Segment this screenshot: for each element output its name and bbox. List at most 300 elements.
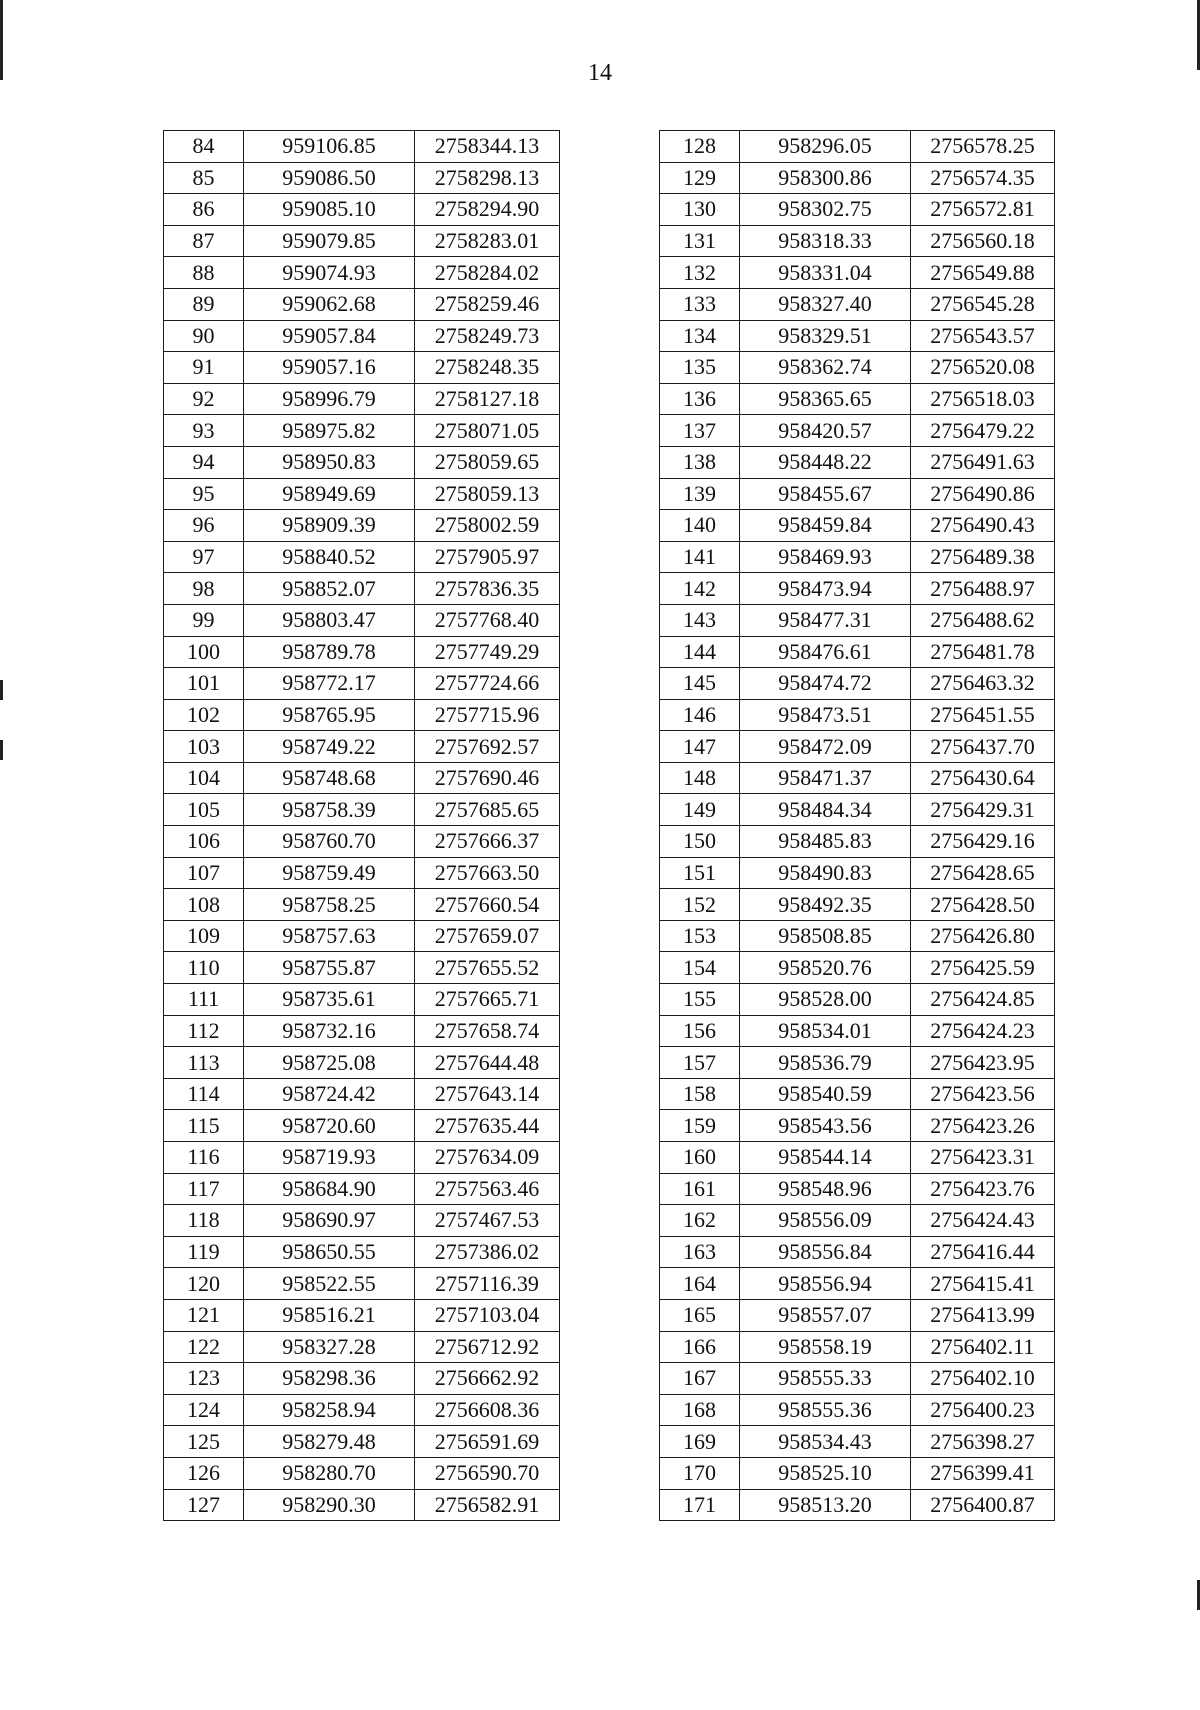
point-number-cell: 163 — [660, 1236, 740, 1268]
table-row — [164, 131, 560, 163]
coordinate-table-body — [660, 131, 1055, 1521]
table-row — [164, 478, 560, 510]
y-coordinate-cell: 2756488.62 — [911, 604, 1055, 636]
point-number-cell: 128 — [660, 131, 740, 163]
x-coordinate-cell: 958755.87 — [244, 952, 415, 984]
x-coordinate-cell: 958513.20 — [740, 1489, 911, 1521]
table-row — [164, 636, 560, 668]
x-coordinate-cell: 958556.09 — [740, 1205, 911, 1237]
x-coordinate-cell: 958469.93 — [740, 541, 911, 573]
y-coordinate-cell: 2757644.48 — [415, 1047, 560, 1079]
y-coordinate-cell: 2756400.87 — [911, 1489, 1055, 1521]
table-row — [164, 1426, 560, 1458]
table-row — [164, 162, 560, 194]
point-number-cell: 118 — [164, 1205, 244, 1237]
x-coordinate-cell: 958772.17 — [244, 668, 415, 700]
point-number-cell: 141 — [660, 541, 740, 573]
table-row — [660, 762, 1055, 794]
point-number-cell: 169 — [660, 1426, 740, 1458]
x-coordinate-cell: 958758.25 — [244, 889, 415, 921]
y-coordinate-cell: 2756428.50 — [911, 889, 1055, 921]
point-number-cell: 137 — [660, 415, 740, 447]
table-row — [660, 510, 1055, 542]
y-coordinate-cell: 2758298.13 — [415, 162, 560, 194]
point-number-cell: 154 — [660, 952, 740, 984]
y-coordinate-cell: 2757659.07 — [415, 920, 560, 952]
x-coordinate-cell: 958327.40 — [740, 288, 911, 320]
point-number-cell: 161 — [660, 1173, 740, 1205]
y-coordinate-cell: 2758248.35 — [415, 352, 560, 384]
y-coordinate-cell: 2758059.65 — [415, 446, 560, 478]
point-number-cell: 151 — [660, 857, 740, 889]
table-row — [164, 352, 560, 384]
x-coordinate-cell: 958558.19 — [740, 1331, 911, 1363]
x-coordinate-cell: 958520.76 — [740, 952, 911, 984]
table-row — [660, 162, 1055, 194]
x-coordinate-cell: 958735.61 — [244, 984, 415, 1016]
table-row — [660, 1236, 1055, 1268]
x-coordinate-cell: 958280.70 — [244, 1457, 415, 1489]
table-row — [164, 1489, 560, 1521]
table-row — [164, 1236, 560, 1268]
y-coordinate-cell: 2756423.76 — [911, 1173, 1055, 1205]
x-coordinate-cell: 958758.39 — [244, 794, 415, 826]
point-number-cell: 171 — [660, 1489, 740, 1521]
table-row — [660, 383, 1055, 415]
table-row — [164, 1331, 560, 1363]
y-coordinate-cell: 2756572.81 — [911, 194, 1055, 226]
point-number-cell: 162 — [660, 1205, 740, 1237]
point-number-cell: 148 — [660, 762, 740, 794]
point-number-cell: 139 — [660, 478, 740, 510]
point-number-cell: 145 — [660, 668, 740, 700]
point-number-cell: 90 — [164, 320, 244, 352]
point-number-cell: 135 — [660, 352, 740, 384]
table-row — [660, 604, 1055, 636]
y-coordinate-cell: 2756591.69 — [415, 1426, 560, 1458]
x-coordinate-cell: 958298.36 — [244, 1363, 415, 1395]
point-number-cell: 156 — [660, 1015, 740, 1047]
y-coordinate-cell: 2757116.39 — [415, 1268, 560, 1300]
table-row — [164, 1078, 560, 1110]
point-number-cell: 98 — [164, 573, 244, 605]
table-row — [660, 920, 1055, 952]
table-row — [164, 257, 560, 289]
table-row — [660, 446, 1055, 478]
y-coordinate-cell: 2756520.08 — [911, 352, 1055, 384]
y-coordinate-cell: 2756481.78 — [911, 636, 1055, 668]
table-row — [164, 1394, 560, 1426]
table-row — [164, 699, 560, 731]
y-coordinate-cell: 2756399.41 — [911, 1457, 1055, 1489]
x-coordinate-cell: 958300.86 — [740, 162, 911, 194]
x-coordinate-cell: 958557.07 — [740, 1299, 911, 1331]
x-coordinate-cell: 959086.50 — [244, 162, 415, 194]
y-coordinate-cell: 2756451.55 — [911, 699, 1055, 731]
x-coordinate-cell: 958840.52 — [244, 541, 415, 573]
point-number-cell: 108 — [164, 889, 244, 921]
table-row — [660, 194, 1055, 226]
x-coordinate-cell: 958690.97 — [244, 1205, 415, 1237]
x-coordinate-cell: 959106.85 — [244, 131, 415, 163]
x-coordinate-cell: 958365.65 — [740, 383, 911, 415]
point-number-cell: 125 — [164, 1426, 244, 1458]
y-coordinate-cell: 2756491.63 — [911, 446, 1055, 478]
point-number-cell: 89 — [164, 288, 244, 320]
table-row — [164, 1110, 560, 1142]
point-number-cell: 165 — [660, 1299, 740, 1331]
table-row — [164, 731, 560, 763]
y-coordinate-cell: 2756578.25 — [911, 131, 1055, 163]
x-coordinate-cell: 958522.55 — [244, 1268, 415, 1300]
table-row — [660, 857, 1055, 889]
table-row — [164, 794, 560, 826]
point-number-cell: 97 — [164, 541, 244, 573]
y-coordinate-cell: 2757103.04 — [415, 1299, 560, 1331]
point-number-cell: 170 — [660, 1457, 740, 1489]
table-row — [164, 1142, 560, 1174]
y-coordinate-cell: 2757690.46 — [415, 762, 560, 794]
x-coordinate-cell: 958909.39 — [244, 510, 415, 542]
table-row — [164, 920, 560, 952]
y-coordinate-cell: 2757905.97 — [415, 541, 560, 573]
point-number-cell: 110 — [164, 952, 244, 984]
x-coordinate-cell: 958732.16 — [244, 1015, 415, 1047]
table-row — [164, 1047, 560, 1079]
y-coordinate-cell: 2757715.96 — [415, 699, 560, 731]
x-coordinate-cell: 958331.04 — [740, 257, 911, 289]
point-number-cell: 115 — [164, 1110, 244, 1142]
y-coordinate-cell: 2756416.44 — [911, 1236, 1055, 1268]
y-coordinate-cell: 2756463.32 — [911, 668, 1055, 700]
table-row — [164, 952, 560, 984]
point-number-cell: 130 — [660, 194, 740, 226]
table-row — [164, 826, 560, 858]
table-row — [660, 225, 1055, 257]
y-coordinate-cell: 2756428.65 — [911, 857, 1055, 889]
table-row — [660, 573, 1055, 605]
point-number-cell: 107 — [164, 857, 244, 889]
point-number-cell: 120 — [164, 1268, 244, 1300]
table-row — [660, 1173, 1055, 1205]
y-coordinate-cell: 2756560.18 — [911, 225, 1055, 257]
y-coordinate-cell: 2756590.70 — [415, 1457, 560, 1489]
y-coordinate-cell: 2756582.91 — [415, 1489, 560, 1521]
y-coordinate-cell: 2756423.95 — [911, 1047, 1055, 1079]
y-coordinate-cell: 2756402.10 — [911, 1363, 1055, 1395]
y-coordinate-cell: 2757634.09 — [415, 1142, 560, 1174]
table-row — [660, 131, 1055, 163]
y-coordinate-cell: 2756490.86 — [911, 478, 1055, 510]
table-row — [660, 257, 1055, 289]
table-row — [164, 1015, 560, 1047]
table-row — [660, 1331, 1055, 1363]
x-coordinate-cell: 958536.79 — [740, 1047, 911, 1079]
x-coordinate-cell: 958720.60 — [244, 1110, 415, 1142]
point-number-cell: 140 — [660, 510, 740, 542]
scan-edge-mark — [0, 740, 3, 760]
x-coordinate-cell: 958749.22 — [244, 731, 415, 763]
x-coordinate-cell: 958534.01 — [740, 1015, 911, 1047]
table-row — [164, 604, 560, 636]
y-coordinate-cell: 2757685.65 — [415, 794, 560, 826]
table-row — [164, 541, 560, 573]
point-number-cell: 146 — [660, 699, 740, 731]
point-number-cell: 123 — [164, 1363, 244, 1395]
table-row — [164, 415, 560, 447]
table-row — [660, 478, 1055, 510]
point-number-cell: 85 — [164, 162, 244, 194]
x-coordinate-cell: 959062.68 — [244, 288, 415, 320]
table-row — [164, 762, 560, 794]
table-row — [164, 984, 560, 1016]
point-number-cell: 106 — [164, 826, 244, 858]
table-row — [660, 1015, 1055, 1047]
x-coordinate-cell: 958302.75 — [740, 194, 911, 226]
point-number-cell: 117 — [164, 1173, 244, 1205]
point-number-cell: 136 — [660, 383, 740, 415]
table-row — [660, 352, 1055, 384]
coordinate-table-right — [659, 130, 1055, 1521]
point-number-cell: 113 — [164, 1047, 244, 1079]
point-number-cell: 126 — [164, 1457, 244, 1489]
table-row — [164, 288, 560, 320]
x-coordinate-cell: 958534.43 — [740, 1426, 911, 1458]
x-coordinate-cell: 958290.30 — [244, 1489, 415, 1521]
table-row — [660, 794, 1055, 826]
x-coordinate-cell: 958725.08 — [244, 1047, 415, 1079]
point-number-cell: 84 — [164, 131, 244, 163]
table-row — [164, 1268, 560, 1300]
x-coordinate-cell: 958471.37 — [740, 762, 911, 794]
point-number-cell: 168 — [660, 1394, 740, 1426]
y-coordinate-cell: 2756424.23 — [911, 1015, 1055, 1047]
x-coordinate-cell: 959074.93 — [244, 257, 415, 289]
y-coordinate-cell: 2756429.16 — [911, 826, 1055, 858]
x-coordinate-cell: 958448.22 — [740, 446, 911, 478]
table-row — [660, 1110, 1055, 1142]
point-number-cell: 133 — [660, 288, 740, 320]
y-coordinate-cell: 2756430.64 — [911, 762, 1055, 794]
table-row — [660, 1268, 1055, 1300]
table-row — [660, 668, 1055, 700]
x-coordinate-cell: 958757.63 — [244, 920, 415, 952]
point-number-cell: 143 — [660, 604, 740, 636]
page-number: 14 — [588, 60, 612, 86]
y-coordinate-cell: 2757643.14 — [415, 1078, 560, 1110]
point-number-cell: 122 — [164, 1331, 244, 1363]
table-row — [660, 1142, 1055, 1174]
point-number-cell: 114 — [164, 1078, 244, 1110]
x-coordinate-cell: 958508.85 — [740, 920, 911, 952]
y-coordinate-cell: 2757563.46 — [415, 1173, 560, 1205]
x-coordinate-cell: 958950.83 — [244, 446, 415, 478]
point-number-cell: 116 — [164, 1142, 244, 1174]
table-row — [660, 1489, 1055, 1521]
table-row — [660, 731, 1055, 763]
table-row — [660, 826, 1055, 858]
table-row — [660, 984, 1055, 1016]
table-row — [660, 320, 1055, 352]
y-coordinate-cell: 2757655.52 — [415, 952, 560, 984]
x-coordinate-cell: 958473.51 — [740, 699, 911, 731]
y-coordinate-cell: 2756400.23 — [911, 1394, 1055, 1426]
x-coordinate-cell: 959057.16 — [244, 352, 415, 384]
point-number-cell: 119 — [164, 1236, 244, 1268]
table-row — [660, 415, 1055, 447]
y-coordinate-cell: 2758294.90 — [415, 194, 560, 226]
point-number-cell: 124 — [164, 1394, 244, 1426]
y-coordinate-cell: 2756488.97 — [911, 573, 1055, 605]
x-coordinate-cell: 958362.74 — [740, 352, 911, 384]
x-coordinate-cell: 958474.72 — [740, 668, 911, 700]
y-coordinate-cell: 2756543.57 — [911, 320, 1055, 352]
point-number-cell: 96 — [164, 510, 244, 542]
x-coordinate-cell: 958477.31 — [740, 604, 911, 636]
y-coordinate-cell: 2758127.18 — [415, 383, 560, 415]
y-coordinate-cell: 2757836.35 — [415, 573, 560, 605]
x-coordinate-cell: 958459.84 — [740, 510, 911, 542]
x-coordinate-cell: 959079.85 — [244, 225, 415, 257]
point-number-cell: 121 — [164, 1299, 244, 1331]
table-row — [164, 446, 560, 478]
table-row — [164, 573, 560, 605]
x-coordinate-cell: 958765.95 — [244, 699, 415, 731]
x-coordinate-cell: 958748.68 — [244, 762, 415, 794]
coordinate-table-body — [164, 131, 560, 1521]
x-coordinate-cell: 958803.47 — [244, 604, 415, 636]
table-row — [660, 699, 1055, 731]
table-row — [660, 952, 1055, 984]
table-row — [164, 225, 560, 257]
table-row — [164, 383, 560, 415]
x-coordinate-cell: 958279.48 — [244, 1426, 415, 1458]
y-coordinate-cell: 2757467.53 — [415, 1205, 560, 1237]
point-number-cell: 94 — [164, 446, 244, 478]
scan-edge-mark — [0, 680, 3, 700]
point-number-cell: 86 — [164, 194, 244, 226]
point-number-cell: 142 — [660, 573, 740, 605]
x-coordinate-cell: 958327.28 — [244, 1331, 415, 1363]
table-row — [164, 857, 560, 889]
point-number-cell: 147 — [660, 731, 740, 763]
y-coordinate-cell: 2756437.70 — [911, 731, 1055, 763]
point-number-cell: 132 — [660, 257, 740, 289]
y-coordinate-cell: 2756413.99 — [911, 1299, 1055, 1331]
point-number-cell: 100 — [164, 636, 244, 668]
table-row — [660, 288, 1055, 320]
y-coordinate-cell: 2757724.66 — [415, 668, 560, 700]
y-coordinate-cell: 2756490.43 — [911, 510, 1055, 542]
y-coordinate-cell: 2756426.80 — [911, 920, 1055, 952]
y-coordinate-cell: 2756549.88 — [911, 257, 1055, 289]
x-coordinate-cell: 958528.00 — [740, 984, 911, 1016]
point-number-cell: 91 — [164, 352, 244, 384]
point-number-cell: 87 — [164, 225, 244, 257]
table-row — [164, 510, 560, 542]
y-coordinate-cell: 2757749.29 — [415, 636, 560, 668]
point-number-cell: 95 — [164, 478, 244, 510]
x-coordinate-cell: 958473.94 — [740, 573, 911, 605]
point-number-cell: 92 — [164, 383, 244, 415]
x-coordinate-cell: 959057.84 — [244, 320, 415, 352]
y-coordinate-cell: 2758002.59 — [415, 510, 560, 542]
scan-edge-mark — [0, 0, 3, 80]
point-number-cell: 159 — [660, 1110, 740, 1142]
y-coordinate-cell: 2758059.13 — [415, 478, 560, 510]
x-coordinate-cell: 958650.55 — [244, 1236, 415, 1268]
x-coordinate-cell: 958556.84 — [740, 1236, 911, 1268]
point-number-cell: 158 — [660, 1078, 740, 1110]
x-coordinate-cell: 958490.83 — [740, 857, 911, 889]
y-coordinate-cell: 2756425.59 — [911, 952, 1055, 984]
point-number-cell: 150 — [660, 826, 740, 858]
x-coordinate-cell: 958455.67 — [740, 478, 911, 510]
table-row — [164, 1299, 560, 1331]
point-number-cell: 167 — [660, 1363, 740, 1395]
y-coordinate-cell: 2756712.92 — [415, 1331, 560, 1363]
x-coordinate-cell: 958296.05 — [740, 131, 911, 163]
y-coordinate-cell: 2757692.57 — [415, 731, 560, 763]
point-number-cell: 127 — [164, 1489, 244, 1521]
y-coordinate-cell: 2757768.40 — [415, 604, 560, 636]
x-coordinate-cell: 958318.33 — [740, 225, 911, 257]
point-number-cell: 109 — [164, 920, 244, 952]
table-row — [660, 1363, 1055, 1395]
y-coordinate-cell: 2757658.74 — [415, 1015, 560, 1047]
x-coordinate-cell: 958760.70 — [244, 826, 415, 858]
x-coordinate-cell: 959085.10 — [244, 194, 415, 226]
y-coordinate-cell: 2756518.03 — [911, 383, 1055, 415]
point-number-cell: 138 — [660, 446, 740, 478]
y-coordinate-cell: 2757666.37 — [415, 826, 560, 858]
point-number-cell: 99 — [164, 604, 244, 636]
y-coordinate-cell: 2756608.36 — [415, 1394, 560, 1426]
y-coordinate-cell: 2756423.26 — [911, 1110, 1055, 1142]
point-number-cell: 166 — [660, 1331, 740, 1363]
y-coordinate-cell: 2756398.27 — [911, 1426, 1055, 1458]
x-coordinate-cell: 958555.33 — [740, 1363, 911, 1395]
table-row — [660, 1047, 1055, 1079]
y-coordinate-cell: 2756479.22 — [911, 415, 1055, 447]
x-coordinate-cell: 958789.78 — [244, 636, 415, 668]
x-coordinate-cell: 958852.07 — [244, 573, 415, 605]
x-coordinate-cell: 958684.90 — [244, 1173, 415, 1205]
point-number-cell: 164 — [660, 1268, 740, 1300]
x-coordinate-cell: 958543.56 — [740, 1110, 911, 1142]
point-number-cell: 104 — [164, 762, 244, 794]
x-coordinate-cell: 958548.96 — [740, 1173, 911, 1205]
point-number-cell: 155 — [660, 984, 740, 1016]
y-coordinate-cell: 2756423.56 — [911, 1078, 1055, 1110]
point-number-cell: 152 — [660, 889, 740, 921]
point-number-cell: 111 — [164, 984, 244, 1016]
x-coordinate-cell: 958996.79 — [244, 383, 415, 415]
table-row — [660, 1299, 1055, 1331]
y-coordinate-cell: 2757386.02 — [415, 1236, 560, 1268]
y-coordinate-cell: 2758344.13 — [415, 131, 560, 163]
point-number-cell: 105 — [164, 794, 244, 826]
point-number-cell: 93 — [164, 415, 244, 447]
table-row — [660, 541, 1055, 573]
table-row — [660, 1078, 1055, 1110]
point-number-cell: 112 — [164, 1015, 244, 1047]
table-row — [660, 636, 1055, 668]
x-coordinate-cell: 958485.83 — [740, 826, 911, 858]
y-coordinate-cell: 2758284.02 — [415, 257, 560, 289]
point-number-cell: 157 — [660, 1047, 740, 1079]
x-coordinate-cell: 958949.69 — [244, 478, 415, 510]
